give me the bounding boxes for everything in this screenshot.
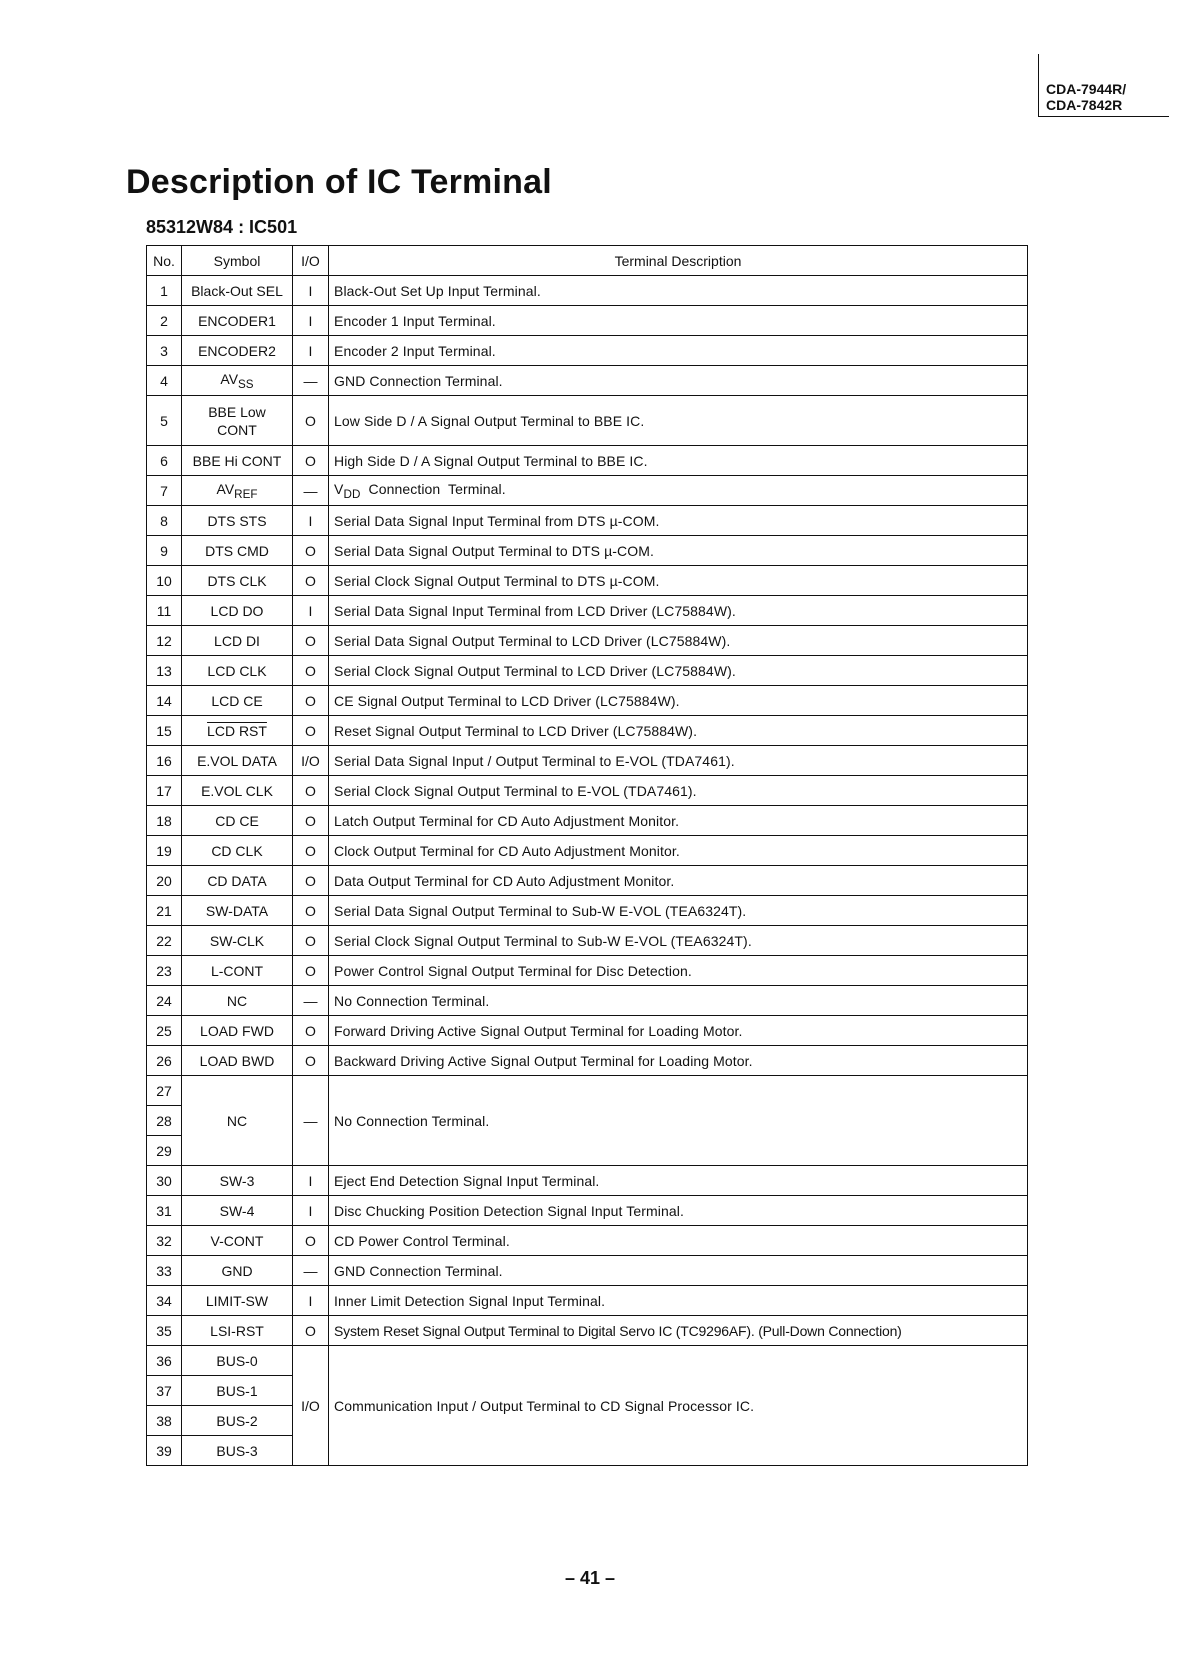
symbol-main: AV [216, 480, 235, 497]
cell-symbol: LCD CE [182, 686, 293, 716]
cell-symbol: E.VOL CLK [182, 776, 293, 806]
cell-symbol: Black-Out SEL [182, 276, 293, 306]
model-line-2: CDA-7842R [1046, 97, 1123, 113]
model-line-1: CDA-7944R/ [1046, 81, 1127, 97]
cell-no: 31 [147, 1196, 182, 1226]
col-header-description: Terminal Description [329, 246, 1028, 276]
cell-symbol: SW-3 [182, 1166, 293, 1196]
cell-description: Inner Limit Detection Signal Input Terminal. [329, 1286, 1028, 1316]
table-row [147, 626, 1028, 656]
cell-no: 7 [147, 476, 182, 506]
cell-description: Clock Output Terminal for CD Auto Adjustment Monitor. [329, 836, 1028, 866]
cell-symbol: E.VOL DATA [182, 746, 293, 776]
ic-subtitle: 85312W84 : IC501 [146, 217, 298, 237]
col-header-no: No. [147, 246, 182, 276]
cell-no: 19 [147, 836, 182, 866]
table-row [147, 656, 1028, 686]
cell-io: O [293, 446, 329, 476]
cell-no: 35 [147, 1316, 182, 1346]
cell-io: O [293, 656, 329, 686]
cell-io: O [293, 566, 329, 596]
table-row [147, 1076, 1028, 1106]
cell-description: No Connection Terminal. [329, 986, 1028, 1016]
desc-main: V [334, 480, 344, 497]
cell-description: Low Side D / A Signal Output Terminal to BBE IC. [329, 396, 1028, 446]
cell-description: Serial Clock Signal Output Terminal to Sub-W E-VOL (TEA6324T). [329, 926, 1028, 956]
table-row [147, 716, 1028, 746]
cell-description: Power Control Signal Output Terminal for Disc Detection. [329, 956, 1028, 986]
cell-description: No Connection Terminal. [329, 1076, 1028, 1166]
cell-io: I [293, 336, 329, 366]
table-row [147, 1166, 1028, 1196]
cell-symbol: LOAD FWD [182, 1016, 293, 1046]
cell-description: Black-Out Set Up Input Terminal. [329, 276, 1028, 306]
table-row [147, 1316, 1028, 1346]
model-number-box [1038, 54, 1169, 117]
cell-symbol: NC [182, 986, 293, 1016]
cell-description: Encoder 2 Input Terminal. [329, 336, 1028, 366]
cell-no: 28 [147, 1106, 182, 1136]
symbol-main: AV [220, 370, 239, 387]
table-row [147, 336, 1028, 366]
cell-io: O [293, 776, 329, 806]
cell-description: Latch Output Terminal for CD Auto Adjustment Monitor. [329, 806, 1028, 836]
table-row [147, 1196, 1028, 1226]
cell-io: I [293, 1196, 329, 1226]
cell-symbol: LIMIT-SW [182, 1286, 293, 1316]
cell-no: 34 [147, 1286, 182, 1316]
cell-description: Data Output Terminal for CD Auto Adjustment Monitor. [329, 866, 1028, 896]
cell-io: O [293, 396, 329, 446]
table-row [147, 896, 1028, 926]
table-row [147, 276, 1028, 306]
cell-description: Serial Data Signal Output Terminal to LCD Driver (LC75884W). [329, 626, 1028, 656]
cell-description: Backward Driving Active Signal Output Terminal for Loading Motor. [329, 1046, 1028, 1076]
cell-io: — [293, 986, 329, 1016]
cell-no: 9 [147, 536, 182, 566]
cell-no: 33 [147, 1256, 182, 1286]
cell-symbol [182, 716, 293, 746]
cell-io: I [293, 1166, 329, 1196]
cell-no: 29 [147, 1136, 182, 1166]
cell-description: Serial Clock Signal Output Terminal to DTS µ-COM. [329, 566, 1028, 596]
cell-no: 24 [147, 986, 182, 1016]
cell-no: 20 [147, 866, 182, 896]
cell-symbol: ENCODER2 [182, 336, 293, 366]
cell-io: I [293, 506, 329, 536]
cell-io: O [293, 806, 329, 836]
table-header-row [147, 246, 1028, 276]
cell-no: 10 [147, 566, 182, 596]
table-row [147, 746, 1028, 776]
cell-no: 2 [147, 306, 182, 336]
cell-no: 23 [147, 956, 182, 986]
table-row [147, 446, 1028, 476]
cell-io: O [293, 896, 329, 926]
cell-io: I/O [293, 746, 329, 776]
table-row [147, 596, 1028, 626]
cell-symbol: NC [182, 1076, 293, 1166]
page-title: Description of IC Terminal [126, 163, 552, 201]
symbol-line-1: BBE Low [208, 403, 266, 420]
symbol-subscript: REF [234, 487, 258, 501]
desc-rest: Connection Terminal. [360, 480, 506, 497]
cell-io: I [293, 276, 329, 306]
table-row [147, 686, 1028, 716]
cell-no: 6 [147, 446, 182, 476]
cell-symbol: CD CLK [182, 836, 293, 866]
cell-io: — [293, 1076, 329, 1166]
cell-symbol [182, 476, 293, 506]
cell-io: I/O [293, 1346, 329, 1466]
cell-symbol: DTS CMD [182, 536, 293, 566]
cell-no: 18 [147, 806, 182, 836]
cell-no: 13 [147, 656, 182, 686]
cell-no: 16 [147, 746, 182, 776]
cell-symbol: LCD DI [182, 626, 293, 656]
cell-description [329, 476, 1028, 506]
cell-symbol: GND [182, 1256, 293, 1286]
cell-symbol: BUS-0 [182, 1346, 293, 1376]
cell-description: Communication Input / Output Terminal to CD Signal Processor IC. [329, 1346, 1028, 1466]
cell-description: Serial Data Signal Input Terminal from LCD Driver (LC75884W). [329, 596, 1028, 626]
cell-io: O [293, 1226, 329, 1256]
cell-description: GND Connection Terminal. [329, 366, 1028, 396]
cell-no: 8 [147, 506, 182, 536]
symbol-overlined: LCD RST [207, 722, 267, 739]
cell-symbol: LOAD BWD [182, 1046, 293, 1076]
cell-symbol: LCD DO [182, 596, 293, 626]
desc-subscript: DD [343, 487, 361, 501]
cell-no: 3 [147, 336, 182, 366]
cell-io: — [293, 366, 329, 396]
table-row [147, 776, 1028, 806]
table-row [147, 306, 1028, 336]
cell-no: 1 [147, 276, 182, 306]
cell-description: Serial Data Signal Input Terminal from DTS µ-COM. [329, 506, 1028, 536]
cell-description: System Reset Signal Output Terminal to Digital Servo IC (TC9296AF). (Pull-Down Connection) [329, 1316, 1028, 1346]
cell-io: I [293, 1286, 329, 1316]
cell-description: Serial Data Signal Output Terminal to Sub-W E-VOL (TEA6324T). [329, 896, 1028, 926]
cell-description: Serial Clock Signal Output Terminal to LCD Driver (LC75884W). [329, 656, 1028, 686]
table-row [147, 1346, 1028, 1376]
cell-symbol: BUS-3 [182, 1436, 293, 1466]
cell-symbol: BUS-2 [182, 1406, 293, 1436]
cell-no: 22 [147, 926, 182, 956]
table-row [147, 836, 1028, 866]
cell-io: I [293, 306, 329, 336]
cell-symbol: CD DATA [182, 866, 293, 896]
cell-no: 30 [147, 1166, 182, 1196]
cell-io: O [293, 536, 329, 566]
table-row [147, 536, 1028, 566]
cell-no: 25 [147, 1016, 182, 1046]
cell-symbol: LSI-RST [182, 1316, 293, 1346]
cell-description: Encoder 1 Input Terminal. [329, 306, 1028, 336]
table-row [147, 1016, 1028, 1046]
cell-symbol [182, 396, 293, 446]
cell-no: 5 [147, 396, 182, 446]
page-number: – 41 – [565, 1568, 616, 1588]
cell-no: 36 [147, 1346, 182, 1376]
cell-symbol: SW-4 [182, 1196, 293, 1226]
cell-no: 39 [147, 1436, 182, 1466]
cell-no: 37 [147, 1376, 182, 1406]
cell-symbol: BUS-1 [182, 1376, 293, 1406]
symbol-line-2: CONT [217, 421, 257, 438]
cell-description: GND Connection Terminal. [329, 1256, 1028, 1286]
cell-description: Forward Driving Active Signal Output Terminal for Loading Motor. [329, 1016, 1028, 1046]
cell-symbol: CD CE [182, 806, 293, 836]
table-row [147, 926, 1028, 956]
cell-io: — [293, 476, 329, 506]
table-row [147, 476, 1028, 506]
cell-description: CE Signal Output Terminal to LCD Driver (LC75884W). [329, 686, 1028, 716]
table-row [147, 1256, 1028, 1286]
cell-symbol: V-CONT [182, 1226, 293, 1256]
cell-no: 38 [147, 1406, 182, 1436]
table-row [147, 806, 1028, 836]
cell-io: O [293, 626, 329, 656]
cell-io: O [293, 686, 329, 716]
table-row [147, 1286, 1028, 1316]
cell-symbol: L-CONT [182, 956, 293, 986]
col-header-io: I/O [293, 246, 329, 276]
cell-symbol: DTS STS [182, 506, 293, 536]
cell-no: 12 [147, 626, 182, 656]
cell-description: Serial Clock Signal Output Terminal to E-VOL (TDA7461). [329, 776, 1028, 806]
cell-no: 15 [147, 716, 182, 746]
cell-description: Reset Signal Output Terminal to LCD Driver (LC75884W). [329, 716, 1028, 746]
ic-terminal-table [146, 245, 1028, 1466]
cell-description: Serial Data Signal Input / Output Terminal to E-VOL (TDA7461). [329, 746, 1028, 776]
table-row [147, 866, 1028, 896]
cell-io: I [293, 596, 329, 626]
cell-no: 17 [147, 776, 182, 806]
cell-io: O [293, 836, 329, 866]
cell-description: CD Power Control Terminal. [329, 1226, 1028, 1256]
table-row [147, 1046, 1028, 1076]
cell-description: High Side D / A Signal Output Terminal to BBE IC. [329, 446, 1028, 476]
cell-symbol: DTS CLK [182, 566, 293, 596]
col-header-symbol: Symbol [182, 246, 293, 276]
cell-no: 26 [147, 1046, 182, 1076]
cell-description: Eject End Detection Signal Input Terminal. [329, 1166, 1028, 1196]
cell-no: 14 [147, 686, 182, 716]
cell-no: 11 [147, 596, 182, 626]
model-number [1046, 81, 1126, 113]
table-row [147, 566, 1028, 596]
cell-io: O [293, 866, 329, 896]
cell-no: 4 [147, 366, 182, 396]
cell-symbol: SW-CLK [182, 926, 293, 956]
cell-symbol: ENCODER1 [182, 306, 293, 336]
table-row [147, 956, 1028, 986]
cell-no: 21 [147, 896, 182, 926]
cell-no: 27 [147, 1076, 182, 1106]
table-row [147, 396, 1028, 446]
cell-io: O [293, 1016, 329, 1046]
cell-symbol: LCD CLK [182, 656, 293, 686]
table-row [147, 986, 1028, 1016]
cell-symbol: BBE Hi CONT [182, 446, 293, 476]
table-row [147, 1226, 1028, 1256]
cell-io: O [293, 926, 329, 956]
cell-description: Disc Chucking Position Detection Signal Input Terminal. [329, 1196, 1028, 1226]
cell-io: — [293, 1256, 329, 1286]
cell-symbol: SW-DATA [182, 896, 293, 926]
cell-description: Serial Data Signal Output Terminal to DTS µ-COM. [329, 536, 1028, 566]
table-row [147, 506, 1028, 536]
cell-no: 32 [147, 1226, 182, 1256]
cell-symbol [182, 366, 293, 396]
cell-io: O [293, 956, 329, 986]
symbol-subscript: SS [238, 377, 254, 391]
table-row [147, 366, 1028, 396]
cell-io: O [293, 1316, 329, 1346]
cell-io: O [293, 1046, 329, 1076]
cell-io: O [293, 716, 329, 746]
